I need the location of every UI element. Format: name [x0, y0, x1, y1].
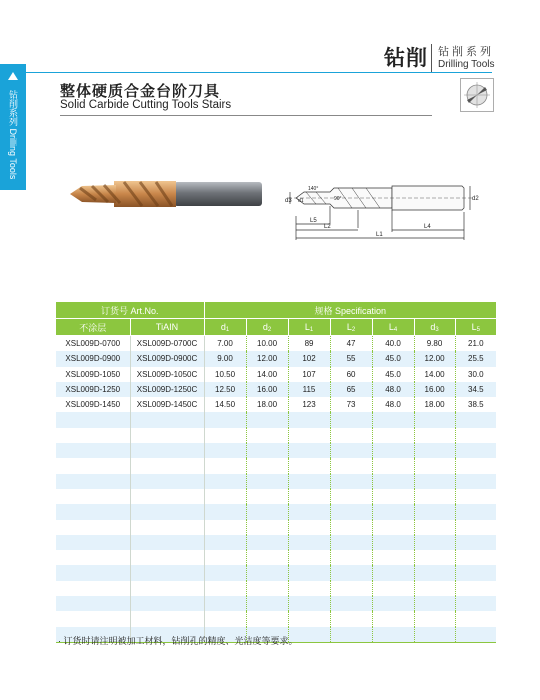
table-cell: [288, 611, 330, 626]
table-cell: [56, 428, 130, 443]
table-cell: [414, 504, 455, 519]
table-cell: [372, 565, 414, 580]
table-cell: [204, 474, 246, 489]
table-cell: 38.5: [455, 397, 496, 412]
table-cell: XSL009D-1050C: [130, 367, 204, 382]
table-cell: [455, 412, 496, 427]
table-row: [56, 458, 496, 473]
table-cell: [130, 565, 204, 580]
table-cell: 48.0: [372, 397, 414, 412]
table-cell: [455, 565, 496, 580]
page-title-en: Solid Carbide Cutting Tools Stairs: [60, 99, 232, 111]
table-cell: [330, 458, 372, 473]
column-header-subscript: 2: [267, 326, 272, 333]
table-cell: XSL009D-0700C: [130, 336, 204, 352]
table-cell: [56, 520, 130, 535]
order-footnote: · 订货时请注明被加工材料，钻削孔的精度、光洁度等要求。: [58, 636, 298, 646]
column-header-label: L: [346, 321, 352, 332]
table-row: [56, 428, 496, 443]
table-cell: [414, 474, 455, 489]
table-cell: XSL009D-0900: [56, 351, 130, 366]
column-header-subscript: 2: [351, 326, 356, 333]
table-cell: 123: [288, 397, 330, 412]
art-no-group-header: 订货号 Art.No.: [56, 302, 204, 319]
table-cell: [130, 611, 204, 626]
table-cell: 60: [330, 367, 372, 382]
table-cell: [56, 565, 130, 580]
table-cell: [330, 535, 372, 550]
brand-series-en: Drilling Tools: [438, 59, 495, 70]
table-cell: 65: [330, 382, 372, 397]
table-cell: [414, 458, 455, 473]
column-header: [130, 319, 204, 336]
table-cell: [56, 489, 130, 504]
table-cell: [130, 596, 204, 611]
table-cell: [372, 535, 414, 550]
drill-cross-section-icon: [460, 78, 494, 112]
brand-title: 钻削: [384, 46, 428, 70]
svg-text:d3: d3: [285, 198, 292, 204]
table-row: [56, 336, 496, 352]
table-cell: [330, 627, 372, 643]
table-cell: [56, 581, 130, 596]
svg-text:d1: d1: [298, 198, 304, 204]
table-cell: [288, 550, 330, 565]
table-cell: 21.0: [455, 336, 496, 352]
table-cell: [204, 596, 246, 611]
table-cell: [56, 504, 130, 519]
table-cell: [288, 474, 330, 489]
table-cell: [204, 550, 246, 565]
column-header: [246, 319, 288, 336]
column-header: [414, 319, 455, 336]
column-header-label: L: [304, 321, 310, 332]
table-cell: [130, 412, 204, 427]
svg-text:L4: L4: [424, 224, 431, 230]
table-row: [56, 581, 496, 596]
table-cell: 73: [330, 397, 372, 412]
column-header: [372, 319, 414, 336]
column-header-subscript: 5: [476, 326, 480, 333]
table-row: [56, 474, 496, 489]
table-cell: [330, 520, 372, 535]
table-cell: [414, 428, 455, 443]
table-cell: [414, 611, 455, 626]
brand-series-cn: 钻削系列: [438, 46, 494, 58]
table-cell: 18.00: [414, 397, 455, 412]
table-cell: XSL009D-0700: [56, 336, 130, 352]
table-cell: [330, 428, 372, 443]
table-row: [56, 367, 496, 382]
table-cell: [288, 565, 330, 580]
table-cell: [455, 443, 496, 458]
table-cell: [246, 443, 288, 458]
table-cell: [372, 443, 414, 458]
table-cell: 115: [288, 382, 330, 397]
header-divider: [26, 72, 492, 73]
table-cell: [455, 581, 496, 596]
table-cell: 18.00: [246, 397, 288, 412]
table-body: [56, 336, 496, 643]
table-cell: [56, 412, 130, 427]
table-cell: [330, 474, 372, 489]
table-cell: [204, 443, 246, 458]
table-cell: [414, 443, 455, 458]
table-cell: [330, 443, 372, 458]
table-cell: 47: [330, 336, 372, 352]
table-cell: [130, 474, 204, 489]
table-cell: [372, 520, 414, 535]
table-cell: XSL009D-1450: [56, 397, 130, 412]
table-cell: 45.0: [372, 367, 414, 382]
table-cell: [204, 412, 246, 427]
column-header: [288, 319, 330, 336]
table-cell: [204, 565, 246, 580]
table-row: [56, 535, 496, 550]
table-row: [56, 550, 496, 565]
tool-dimension-drawing: [282, 172, 482, 252]
column-header: [330, 319, 372, 336]
table-row: [56, 382, 496, 397]
table-cell: 12.50: [204, 382, 246, 397]
column-header-subscript: 1: [309, 326, 314, 333]
table-cell: [130, 458, 204, 473]
table-cell: [330, 412, 372, 427]
table-cell: [372, 596, 414, 611]
table-cell: [288, 489, 330, 504]
title-underline: [60, 115, 432, 116]
table-cell: [330, 489, 372, 504]
table-cell: [455, 596, 496, 611]
table-cell: 30.0: [455, 367, 496, 382]
table-cell: [56, 458, 130, 473]
table-cell: [288, 596, 330, 611]
table-cell: [246, 504, 288, 519]
table-cell: [372, 458, 414, 473]
group-header-row: [56, 302, 496, 319]
table-cell: [246, 565, 288, 580]
table-cell: [204, 458, 246, 473]
table-cell: [330, 565, 372, 580]
table-cell: [414, 412, 455, 427]
table-cell: [372, 581, 414, 596]
column-header-label: d: [262, 321, 268, 332]
table-cell: XSL009D-0900C: [130, 351, 204, 366]
table-cell: [130, 428, 204, 443]
specification-table: [56, 302, 496, 643]
table-cell: [130, 504, 204, 519]
table-cell: [414, 565, 455, 580]
table-cell: [455, 489, 496, 504]
column-header-label: d: [220, 321, 226, 332]
table-cell: 9.00: [204, 351, 246, 366]
table-cell: 48.0: [372, 382, 414, 397]
table-cell: 10.50: [204, 367, 246, 382]
column-header-label: TiAIN: [155, 322, 179, 332]
table-cell: [330, 581, 372, 596]
table-cell: 16.00: [414, 382, 455, 397]
table-cell: [372, 611, 414, 626]
table-cell: [246, 474, 288, 489]
table-cell: [455, 428, 496, 443]
table-cell: [56, 474, 130, 489]
table-cell: [56, 535, 130, 550]
svg-text:L5: L5: [310, 218, 317, 224]
column-header: [56, 319, 130, 336]
table-cell: [130, 489, 204, 504]
table-cell: 12.00: [414, 351, 455, 366]
table-cell: 12.00: [246, 351, 288, 366]
table-cell: 14.00: [246, 367, 288, 382]
table-cell: 45.0: [372, 351, 414, 366]
table-row: [56, 351, 496, 366]
table-cell: [246, 412, 288, 427]
specification-group-header: 规格 Specification: [204, 302, 496, 319]
table-cell: [204, 535, 246, 550]
table-row: [56, 443, 496, 458]
table-cell: [288, 535, 330, 550]
brand-divider: [431, 44, 432, 72]
table-cell: [204, 489, 246, 504]
table-row: [56, 412, 496, 427]
table-cell: [288, 412, 330, 427]
table-row: [56, 611, 496, 626]
table-cell: [130, 550, 204, 565]
table-cell: [204, 520, 246, 535]
table-cell: [246, 428, 288, 443]
table-cell: [246, 581, 288, 596]
table-cell: [288, 443, 330, 458]
table-cell: [455, 504, 496, 519]
table-cell: [414, 596, 455, 611]
table-cell: [130, 535, 204, 550]
table-row: [56, 596, 496, 611]
table-cell: [330, 596, 372, 611]
table-cell: [372, 489, 414, 504]
table-cell: [56, 443, 130, 458]
table-cell: [414, 627, 455, 643]
table-cell: 89: [288, 336, 330, 352]
page-title-cn: 整体硬质合金台阶刀具: [60, 82, 221, 100]
column-header-label: 不涂层: [79, 322, 107, 333]
column-header-subscript: 1: [225, 326, 230, 333]
table-cell: [455, 611, 496, 626]
table-cell: [288, 504, 330, 519]
table-cell: [372, 550, 414, 565]
table-cell: [288, 428, 330, 443]
table-cell: [414, 581, 455, 596]
table-cell: XSL009D-1250: [56, 382, 130, 397]
tool-photo: [66, 176, 266, 212]
table-cell: 9.80: [414, 336, 455, 352]
table-cell: [455, 458, 496, 473]
column-header-label: d: [430, 321, 436, 332]
side-category-tab: [0, 64, 26, 190]
table-cell: [130, 443, 204, 458]
column-header: [204, 319, 246, 336]
table-cell: 10.00: [246, 336, 288, 352]
column-header-row: [56, 319, 496, 336]
column-header-label: L: [388, 321, 394, 332]
table-cell: [455, 550, 496, 565]
table-cell: [246, 520, 288, 535]
side-tab-label: 钻削系列 Drilling Tools: [8, 90, 18, 180]
table-cell: 102: [288, 351, 330, 366]
svg-text:d2: d2: [472, 196, 479, 202]
table-cell: [204, 504, 246, 519]
table-cell: 25.5: [455, 351, 496, 366]
table-cell: [288, 520, 330, 535]
table-cell: [455, 474, 496, 489]
table-cell: [414, 535, 455, 550]
table-cell: [204, 611, 246, 626]
table-cell: 107: [288, 367, 330, 382]
table-cell: [246, 535, 288, 550]
table-row: [56, 489, 496, 504]
table-cell: [330, 504, 372, 519]
table-cell: [288, 458, 330, 473]
table-row: [56, 565, 496, 580]
table-cell: [372, 504, 414, 519]
table-cell: 34.5: [455, 382, 496, 397]
table-cell: [56, 596, 130, 611]
table-cell: 16.00: [246, 382, 288, 397]
table-cell: [414, 520, 455, 535]
table-cell: [330, 611, 372, 626]
column-header-subscript: 4: [393, 326, 398, 333]
table-cell: [246, 458, 288, 473]
table-cell: [204, 428, 246, 443]
svg-text:L1: L1: [376, 232, 383, 238]
column-header-label: L: [471, 321, 477, 332]
table-cell: [414, 550, 455, 565]
column-header: [455, 319, 496, 336]
table-cell: XSL009D-1050: [56, 367, 130, 382]
table-cell: 14.00: [414, 367, 455, 382]
table-cell: [130, 520, 204, 535]
table-cell: [246, 489, 288, 504]
table-cell: [204, 581, 246, 596]
svg-text:90°: 90°: [334, 196, 342, 202]
column-header-subscript: 3: [435, 326, 439, 333]
table-cell: [330, 550, 372, 565]
table-cell: [56, 550, 130, 565]
table-cell: [455, 520, 496, 535]
table-row: [56, 397, 496, 412]
table-cell: [246, 611, 288, 626]
table-cell: [246, 596, 288, 611]
table-cell: 55: [330, 351, 372, 366]
table-cell: [372, 428, 414, 443]
table-cell: [56, 611, 130, 626]
table-cell: [288, 581, 330, 596]
table-cell: [455, 627, 496, 643]
table-cell: [246, 550, 288, 565]
svg-text:L2: L2: [324, 224, 331, 230]
table-cell: [455, 535, 496, 550]
table-cell: [372, 412, 414, 427]
svg-text:140°: 140°: [308, 186, 319, 192]
table-cell: 40.0: [372, 336, 414, 352]
table-cell: [414, 489, 455, 504]
table-cell: [372, 627, 414, 643]
table-cell: [372, 474, 414, 489]
table-cell: XSL009D-1450C: [130, 397, 204, 412]
table-cell: 7.00: [204, 336, 246, 352]
table-cell: XSL009D-1250C: [130, 382, 204, 397]
up-arrow-icon: [8, 72, 18, 80]
table-row: [56, 504, 496, 519]
table-cell: 14.50: [204, 397, 246, 412]
table-cell: [130, 581, 204, 596]
table-row: [56, 520, 496, 535]
